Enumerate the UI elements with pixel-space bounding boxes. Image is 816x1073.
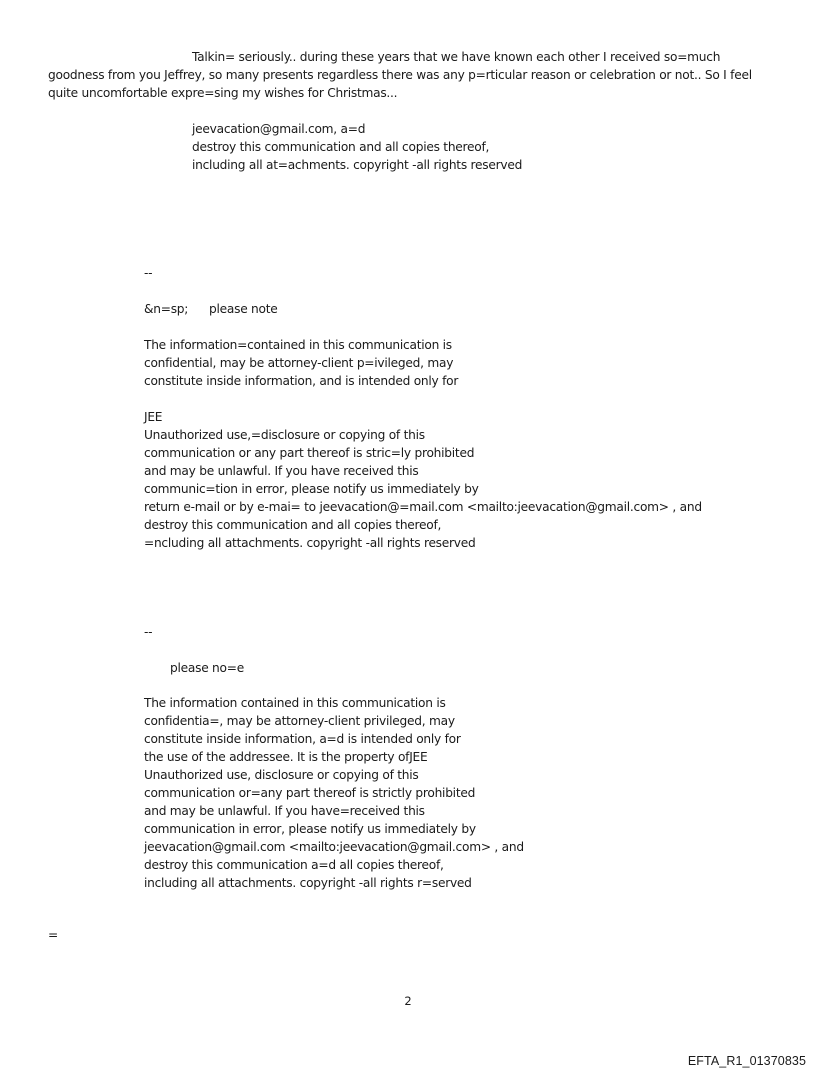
- disclaimer-line: including all attachments. copyright -all rights r=served: [144, 876, 472, 890]
- disclaimer-line: return e-mail or by e-mai= to jeevacation@=mail.com <mailto:jeevacation@gmail.com> , and: [144, 500, 702, 514]
- separator-1: --: [144, 266, 153, 280]
- disclaimer-line: confidentia=, may be attorney-client privileged, may: [144, 714, 455, 728]
- separator-2: --: [144, 625, 153, 639]
- disclaimer-line: JEE: [144, 410, 163, 424]
- disclaimer-line: The information=contained in this communication is: [144, 338, 452, 352]
- note-prefix-1: &n=sp;: [144, 302, 189, 316]
- disclaimer-line: destroy this communication a=d all copies thereof,: [144, 858, 444, 872]
- opening-line-2: goodness from you Jeffrey, so many presents regardless there was any p=rticular reason or celebration or not.. So I feel: [48, 68, 752, 82]
- disclaimer-line: =ncluding all attachments. copyright -all rights reserved: [144, 536, 476, 550]
- disclaimer-line: communic=tion in error, please notify us immediately by: [144, 482, 479, 496]
- disclaimer-line: constitute inside information, a=d is intended only for: [144, 732, 461, 746]
- disclaimer-line: destroy this communication and all copies thereof,: [144, 518, 442, 532]
- quoted-fragment-line: destroy this communication and all copies thereof,: [192, 140, 490, 154]
- disclaimer-line: Unauthorized use, disclosure or copying of this: [144, 768, 419, 782]
- disclaimer-line: and may be unlawful. If you have=received this: [144, 804, 425, 818]
- disclaimer-1-para-1: [144, 336, 458, 390]
- disclaimer-line: jeevacation@gmail.com <mailto:jeevacation@gmail.com> , and: [144, 840, 524, 854]
- disclaimer-line: communication or=any part thereof is strictly prohibited: [144, 786, 476, 800]
- disclaimer-line: The information contained in this communication is: [144, 696, 446, 710]
- opening-line-3: quite uncomfortable expre=sing my wishes for Christmas...: [48, 86, 398, 100]
- note-heading-2: please no=e: [170, 661, 244, 675]
- disclaimer-line: communication in error, please notify us immediately by: [144, 822, 476, 836]
- page-number: 2: [404, 994, 412, 1008]
- quoted-fragment: [192, 120, 522, 174]
- disclaimer-line: communication or any part thereof is stric=ly prohibited: [144, 446, 475, 460]
- note-heading-1: please note: [209, 302, 278, 316]
- quoted-fragment-line: including all at=achments. copyright -all rights reserved: [192, 158, 523, 172]
- disclaimer-1-para-2: [144, 408, 702, 552]
- document-id: EFTA_R1_01370835: [687, 1054, 806, 1068]
- disclaimer-line: Unauthorized use,=disclosure or copying of this: [144, 428, 425, 442]
- disclaimer-line: confidential, may be attorney-client p=ivileged, may: [144, 356, 454, 370]
- opening-line-1: Talkin= seriously.. during these years that we have known each other I received so=much: [192, 50, 721, 64]
- trailing-mark: =: [48, 928, 58, 942]
- disclaimer-line: the use of the addressee. It is the property ofJEE: [144, 750, 428, 764]
- disclaimer-line: and may be unlawful. If you have received this: [144, 464, 419, 478]
- disclaimer-line: constitute inside information, and is intended only for: [144, 374, 459, 388]
- quoted-fragment-line: jeevacation@gmail.com, a=d: [192, 122, 366, 136]
- disclaimer-2-para: [144, 694, 524, 892]
